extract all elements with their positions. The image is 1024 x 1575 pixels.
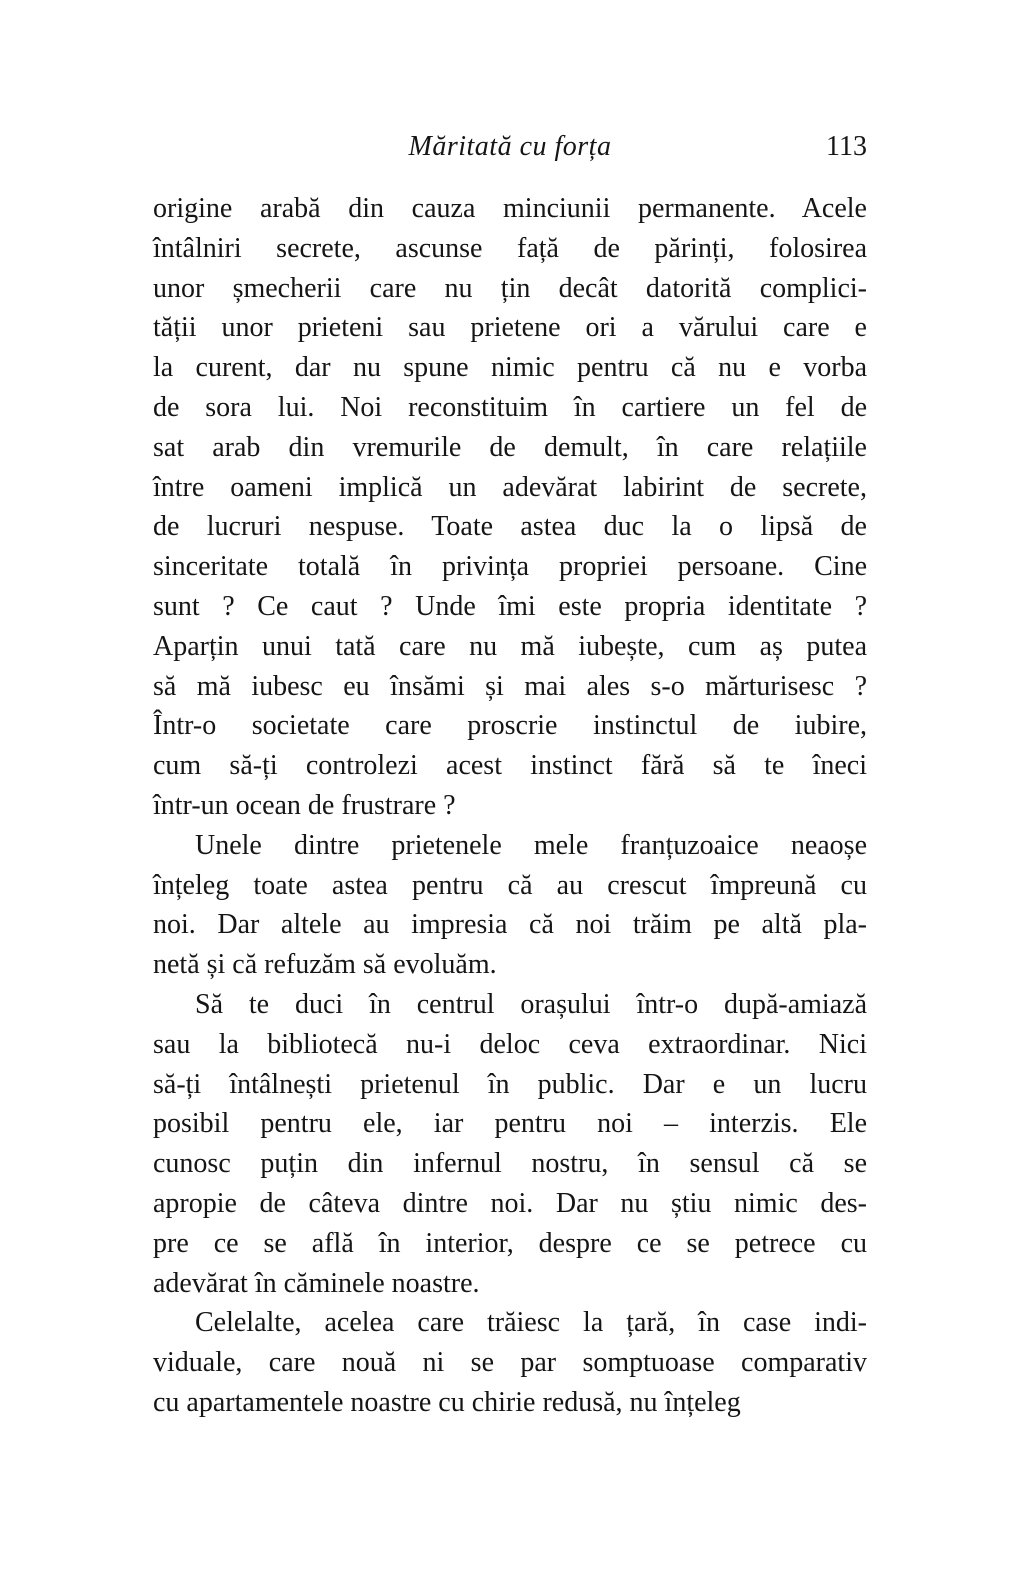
text-line: să-ți întâlnești prietenul în public. Dar e un lucru [153,1068,867,1100]
text-line: sau la bibliotecă nu-i deloc ceva extraordinar. Nici [153,1028,867,1060]
body-text [153,189,867,1423]
page-header [153,130,867,164]
running-title: Măritată cu forța [408,131,612,162]
text-line: pre ce se află în interior, despre ce se petrece cu [153,1227,867,1259]
text-line: într-un ocean de frustrare ? [153,789,456,821]
text-line: de sora lui. Noi reconstituim în cartiere un fel de [153,391,867,423]
text-line: unor șmecherii care nu țin decât datorită complici- [153,272,867,304]
text-line: sat arab din vremurile de demult, în care relațiile [153,431,867,463]
page-number: 113 [826,131,867,162]
text-line: Celelalte, acelea care trăiesc la țară, în case indi- [195,1307,867,1339]
text-line: sunt ? Ce caut ? Unde îmi este propria identitate ? [153,590,867,622]
text-line: netă și că refuzăm să evoluăm. [153,949,497,981]
text-line: noi. Dar altele au impresia că noi trăim pe altă pla- [153,909,867,941]
text-line: apropie de câteva dintre noi. Dar nu știu nimic des- [153,1187,867,1219]
text-line: cum să-ți controlezi acest instinct fără să te îneci [153,750,867,782]
text-line: viduale, care nouă ni se par somptuoase comparativ [153,1347,867,1379]
text-line: întâlniri secrete, ascunse față de părinți, folosirea [153,232,867,264]
text-line: sinceritate totală în privința propriei persoane. Cine [153,551,867,583]
text-line: la curent, dar nu spune nimic pentru că nu e vorba [153,352,867,384]
text-line: cu apartamentele noastre cu chirie redusă, nu înțeleg [153,1386,741,1418]
text-line: tății unor prieteni sau prietene ori a vărului care e [153,312,867,344]
text-line: posibil pentru ele, iar pentru noi – interzis. Ele [153,1108,867,1140]
text-line: Unele dintre prietenele mele franțuzoaice neaoșe [195,829,867,861]
text-line: Să te duci în centrul orașului într-o după-amiază [195,988,867,1020]
text-line: adevărat în căminele noastre. [153,1267,480,1299]
text-line: între oameni implică un adevărat labirint de secrete, [153,471,867,503]
text-line: de lucruri nespuse. Toate astea duc la o lipsă de [153,511,867,543]
text-line: cunosc puțin din infernul nostru, în sensul că se [153,1148,867,1180]
text-line: înțeleg toate astea pentru că au crescut împreună cu [153,869,867,901]
text-line: Într-o societate care proscrie instinctul de iubire, [153,710,867,742]
text-line: să mă iubesc eu însămi și mai ales s-o mărturisesc ? [153,670,867,702]
text-line: Aparțin unui tată care nu mă iubește, cum aș putea [153,630,867,662]
text-line: origine arabă din cauza minciunii permanente. Acele [153,193,867,224]
